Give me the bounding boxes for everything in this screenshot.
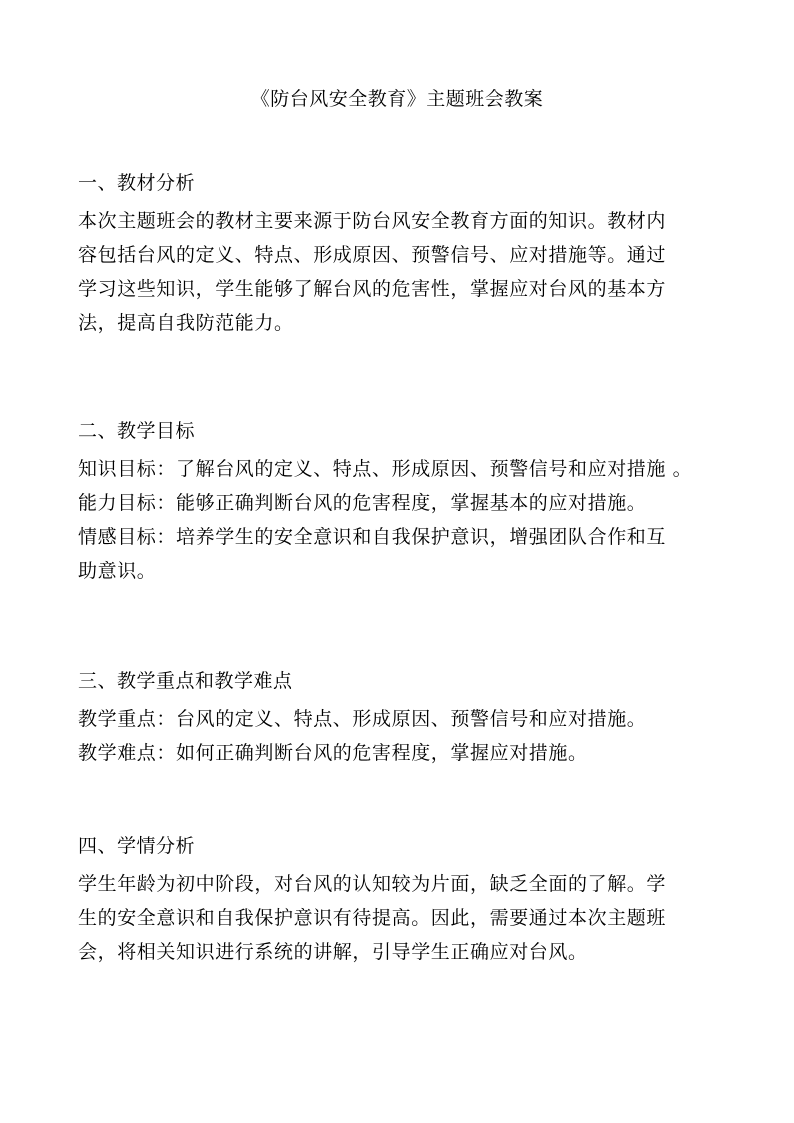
section-heading: 四、学情分析 xyxy=(78,835,196,857)
body-line: 教学重点：台风的定义、特点、形成原因、预警信号和应对措施。 xyxy=(78,708,647,730)
section-body xyxy=(78,867,728,969)
body-line: 学习这些知识，学生能够了解台风的危害性，掌握应对台风的基本方 xyxy=(78,278,667,300)
section-student-analysis xyxy=(78,833,728,969)
body-line: 情感目标：培养学生的安全意识和自我保护意识，增强团队合作和互 xyxy=(78,526,667,548)
section-textbook-analysis xyxy=(78,170,728,340)
section-heading: 三、教学重点和教学难点 xyxy=(78,670,293,692)
body-line: 知识目标：了解台风的定义、特点、形成原因、预警信号和应对措施 。 xyxy=(78,458,693,480)
section-body xyxy=(78,702,728,770)
body-line: 生的安全意识和自我保护意识有待提高。因此，需要通过本次主题班 xyxy=(78,907,667,929)
section-heading: 二、教学目标 xyxy=(78,420,196,442)
body-line: 能力目标：能够正确判断台风的危害程度，掌握基本的应对措施。 xyxy=(78,492,647,514)
body-line: 会，将相关知识进行系统的讲解，引导学生正确应对台风。 xyxy=(78,941,588,963)
body-line: 学生年龄为初中阶段，对台风的认知较为片面，缺乏全面的了解。学 xyxy=(78,873,667,895)
body-line: 法，提高自我防范能力。 xyxy=(78,312,294,334)
body-line: 容包括台风的定义、特点、形成原因、预警信号、应对措施等。通过 xyxy=(78,244,667,266)
section-body xyxy=(78,204,728,340)
section-heading: 一、教材分析 xyxy=(78,172,196,194)
body-line: 教学难点：如何正确判断台风的危害程度，掌握应对措施。 xyxy=(78,742,588,764)
body-line: 本次主题班会的教材主要来源于防台风安全教育方面的知识。教材内 xyxy=(78,210,667,232)
section-body xyxy=(78,452,728,588)
body-line: 助意识。 xyxy=(78,560,157,582)
document-title: 《防台风安全教育》主题班会教案 xyxy=(250,88,544,110)
section-teaching-objectives xyxy=(78,418,728,588)
section-key-points xyxy=(78,668,728,770)
